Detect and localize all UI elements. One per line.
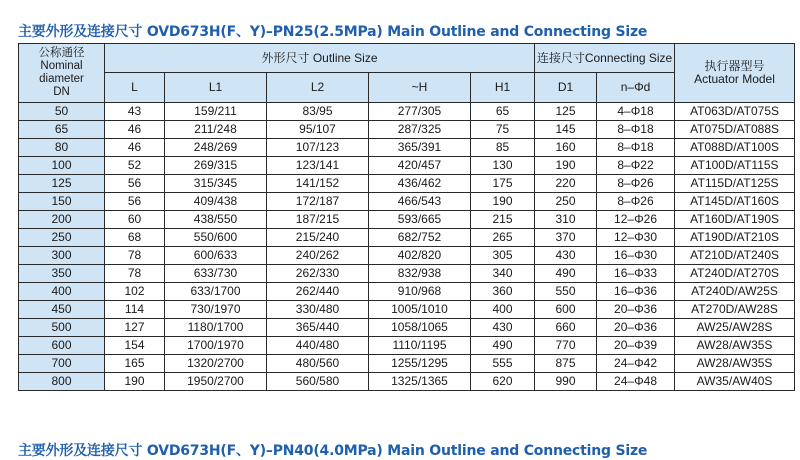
cell-actuator: AW35/AW40S [675, 373, 795, 391]
header-H1: H1 [471, 73, 535, 103]
cell-actuator: AT063D/AT075S [675, 103, 795, 121]
header-dn-en2: diameter [39, 73, 84, 85]
cell-L: 165 [105, 355, 165, 373]
cell-D1: 125 [535, 103, 597, 121]
cell-H1: 555 [471, 355, 535, 373]
cell-nd: 8–Φ26 [597, 193, 675, 211]
cell-L: 68 [105, 229, 165, 247]
table-row [19, 247, 795, 265]
cell-nd: 16–Φ33 [597, 265, 675, 283]
cell-actuator: AT100D/AT115S [675, 157, 795, 175]
cell-H: 1325/1365 [369, 373, 471, 391]
cell-H1: 130 [471, 157, 535, 175]
table-row [19, 121, 795, 139]
cell-nd: 20–Φ36 [597, 301, 675, 319]
cell-nd: 12–Φ30 [597, 229, 675, 247]
cell-D1: 660 [535, 319, 597, 337]
cell-D1: 250 [535, 193, 597, 211]
cell-H: 832/938 [369, 265, 471, 283]
cell-L1: 315/345 [165, 175, 267, 193]
header-actuator-cn: 执行器型号 [704, 59, 765, 73]
cell-L: 190 [105, 373, 165, 391]
cell-D1: 770 [535, 337, 597, 355]
cell-L2: 187/215 [267, 211, 369, 229]
cell-L1: 1950/2700 [165, 373, 267, 391]
header-actuator-model [675, 44, 795, 103]
cell-H1: 215 [471, 211, 535, 229]
table-title-pn25: 主要外形及连接尺寸 OVD673H(F、Y)–PN25(2.5MPa) Main Outline and Connecting Size [18, 24, 648, 40]
cell-actuator: AT088D/AT100S [675, 139, 795, 157]
cell-D1: 160 [535, 139, 597, 157]
cell-nd: 8–Φ22 [597, 157, 675, 175]
cell-dn: 200 [19, 211, 105, 229]
cell-nd: 8–Φ18 [597, 139, 675, 157]
cell-dn: 250 [19, 229, 105, 247]
cell-nd: 12–Φ26 [597, 211, 675, 229]
cell-H1: 85 [471, 139, 535, 157]
table-row [19, 319, 795, 337]
table-row [19, 373, 795, 391]
cell-nd: 16–Φ30 [597, 247, 675, 265]
header-connecting-size: 连接尺寸Connecting Size [535, 44, 675, 73]
cell-H: 593/665 [369, 211, 471, 229]
cell-L2: 262/330 [267, 265, 369, 283]
outline-connecting-size-table [18, 43, 795, 391]
cell-L1: 248/269 [165, 139, 267, 157]
cell-L: 56 [105, 193, 165, 211]
cell-H: 466/543 [369, 193, 471, 211]
cell-dn: 150 [19, 193, 105, 211]
cell-L2: 172/187 [267, 193, 369, 211]
cell-L1: 730/1970 [165, 301, 267, 319]
header-H: ~H [369, 73, 471, 103]
cell-H: 420/457 [369, 157, 471, 175]
table-row [19, 103, 795, 121]
cell-nd: 20–Φ36 [597, 319, 675, 337]
cell-H: 1255/1295 [369, 355, 471, 373]
cell-L2: 440/480 [267, 337, 369, 355]
cell-L1: 211/248 [165, 121, 267, 139]
cell-D1: 490 [535, 265, 597, 283]
cell-L2: 560/580 [267, 373, 369, 391]
header-nominal-diameter [19, 44, 105, 103]
cell-L1: 269/315 [165, 157, 267, 175]
cell-nd: 16–Φ36 [597, 283, 675, 301]
cell-L2: 262/440 [267, 283, 369, 301]
table-row [19, 211, 795, 229]
cell-dn: 50 [19, 103, 105, 121]
cell-nd: 20–Φ39 [597, 337, 675, 355]
header-dn-en1: Nominal [40, 60, 83, 72]
cell-L2: 330/480 [267, 301, 369, 319]
cell-L1: 159/211 [165, 103, 267, 121]
cell-H: 365/391 [369, 139, 471, 157]
cell-H: 277/305 [369, 103, 471, 121]
cell-D1: 220 [535, 175, 597, 193]
cell-L: 78 [105, 247, 165, 265]
cell-L2: 480/560 [267, 355, 369, 373]
cell-L: 78 [105, 265, 165, 283]
cell-D1: 430 [535, 247, 597, 265]
cell-H: 1058/1065 [369, 319, 471, 337]
table-row [19, 157, 795, 175]
table-row [19, 229, 795, 247]
header-D1: D1 [535, 73, 597, 103]
cell-actuator: AT270D/AW28S [675, 301, 795, 319]
cell-dn: 65 [19, 121, 105, 139]
cell-dn: 125 [19, 175, 105, 193]
cell-nd: 8–Φ26 [597, 175, 675, 193]
cell-H1: 265 [471, 229, 535, 247]
cell-D1: 145 [535, 121, 597, 139]
cell-H: 436/462 [369, 175, 471, 193]
cell-nd: 4–Φ18 [597, 103, 675, 121]
cell-L2: 365/440 [267, 319, 369, 337]
cell-L: 46 [105, 139, 165, 157]
cell-H: 910/968 [369, 283, 471, 301]
cell-L2: 240/262 [267, 247, 369, 265]
table-row [19, 337, 795, 355]
table-title-pn40: 主要外形及连接尺寸 OVD673H(F、Y)–PN40(4.0MPa) Main Outline and Connecting Size [18, 443, 648, 459]
cell-L2: 123/141 [267, 157, 369, 175]
header-L1: L1 [165, 73, 267, 103]
cell-actuator: AT075D/AT088S [675, 121, 795, 139]
header-dn-en3: DN [53, 86, 70, 98]
cell-D1: 990 [535, 373, 597, 391]
table-row [19, 193, 795, 211]
header-L2: L2 [267, 73, 369, 103]
cell-H1: 360 [471, 283, 535, 301]
cell-dn: 400 [19, 283, 105, 301]
cell-dn: 80 [19, 139, 105, 157]
cell-L: 56 [105, 175, 165, 193]
cell-dn: 600 [19, 337, 105, 355]
cell-L1: 633/730 [165, 265, 267, 283]
cell-L: 60 [105, 211, 165, 229]
header-dn-cn: 公称通径 [38, 47, 85, 59]
cell-D1: 875 [535, 355, 597, 373]
cell-D1: 190 [535, 157, 597, 175]
cell-actuator: AT210D/AT240S [675, 247, 795, 265]
table-row [19, 355, 795, 373]
cell-L1: 550/600 [165, 229, 267, 247]
cell-L: 46 [105, 121, 165, 139]
table-body [19, 103, 795, 391]
cell-L1: 600/633 [165, 247, 267, 265]
cell-H: 682/752 [369, 229, 471, 247]
cell-L1: 1320/2700 [165, 355, 267, 373]
cell-L1: 1700/1970 [165, 337, 267, 355]
cell-dn: 500 [19, 319, 105, 337]
cell-L2: 107/123 [267, 139, 369, 157]
cell-H1: 340 [471, 265, 535, 283]
cell-D1: 310 [535, 211, 597, 229]
cell-H: 287/325 [369, 121, 471, 139]
header-outline-size: 外形尺寸 Outline Size [105, 44, 535, 73]
cell-L: 154 [105, 337, 165, 355]
cell-H: 1005/1010 [369, 301, 471, 319]
table-row [19, 175, 795, 193]
cell-dn: 350 [19, 265, 105, 283]
cell-actuator: AW28/AW35S [675, 337, 795, 355]
header-L: L [105, 73, 165, 103]
cell-nd: 24–Φ42 [597, 355, 675, 373]
cell-L2: 83/95 [267, 103, 369, 121]
cell-H: 402/820 [369, 247, 471, 265]
cell-L2: 95/107 [267, 121, 369, 139]
cell-D1: 600 [535, 301, 597, 319]
cell-L: 102 [105, 283, 165, 301]
cell-L1: 409/438 [165, 193, 267, 211]
table-row [19, 283, 795, 301]
cell-H1: 305 [471, 247, 535, 265]
table-row [19, 265, 795, 283]
cell-L: 127 [105, 319, 165, 337]
cell-H1: 65 [471, 103, 535, 121]
cell-actuator: AT240D/AT270S [675, 265, 795, 283]
cell-actuator: AW25/AW28S [675, 319, 795, 337]
cell-dn: 800 [19, 373, 105, 391]
cell-actuator: AT145D/AT160S [675, 193, 795, 211]
cell-H1: 190 [471, 193, 535, 211]
cell-H1: 75 [471, 121, 535, 139]
cell-dn: 450 [19, 301, 105, 319]
header-nd: n–Φd [597, 73, 675, 103]
cell-H1: 400 [471, 301, 535, 319]
cell-nd: 8–Φ18 [597, 121, 675, 139]
header-actuator-en: Actuator Model [694, 72, 775, 86]
cell-D1: 550 [535, 283, 597, 301]
cell-L1: 438/550 [165, 211, 267, 229]
cell-actuator: AT240D/AW25S [675, 283, 795, 301]
cell-dn: 700 [19, 355, 105, 373]
cell-actuator: AT190D/AT210S [675, 229, 795, 247]
cell-H1: 620 [471, 373, 535, 391]
cell-actuator: AT160D/AT190S [675, 211, 795, 229]
cell-dn: 300 [19, 247, 105, 265]
cell-H1: 490 [471, 337, 535, 355]
cell-D1: 370 [535, 229, 597, 247]
cell-L1: 1180/1700 [165, 319, 267, 337]
cell-L: 114 [105, 301, 165, 319]
cell-H1: 175 [471, 175, 535, 193]
cell-actuator: AT115D/AT125S [675, 175, 795, 193]
cell-H: 1110/1195 [369, 337, 471, 355]
cell-nd: 24–Φ48 [597, 373, 675, 391]
cell-L: 52 [105, 157, 165, 175]
cell-L1: 633/1700 [165, 283, 267, 301]
cell-L2: 141/152 [267, 175, 369, 193]
cell-actuator: AW28/AW35S [675, 355, 795, 373]
table-row [19, 139, 795, 157]
cell-L2: 215/240 [267, 229, 369, 247]
cell-L: 43 [105, 103, 165, 121]
cell-dn: 100 [19, 157, 105, 175]
table-row [19, 301, 795, 319]
cell-H1: 430 [471, 319, 535, 337]
